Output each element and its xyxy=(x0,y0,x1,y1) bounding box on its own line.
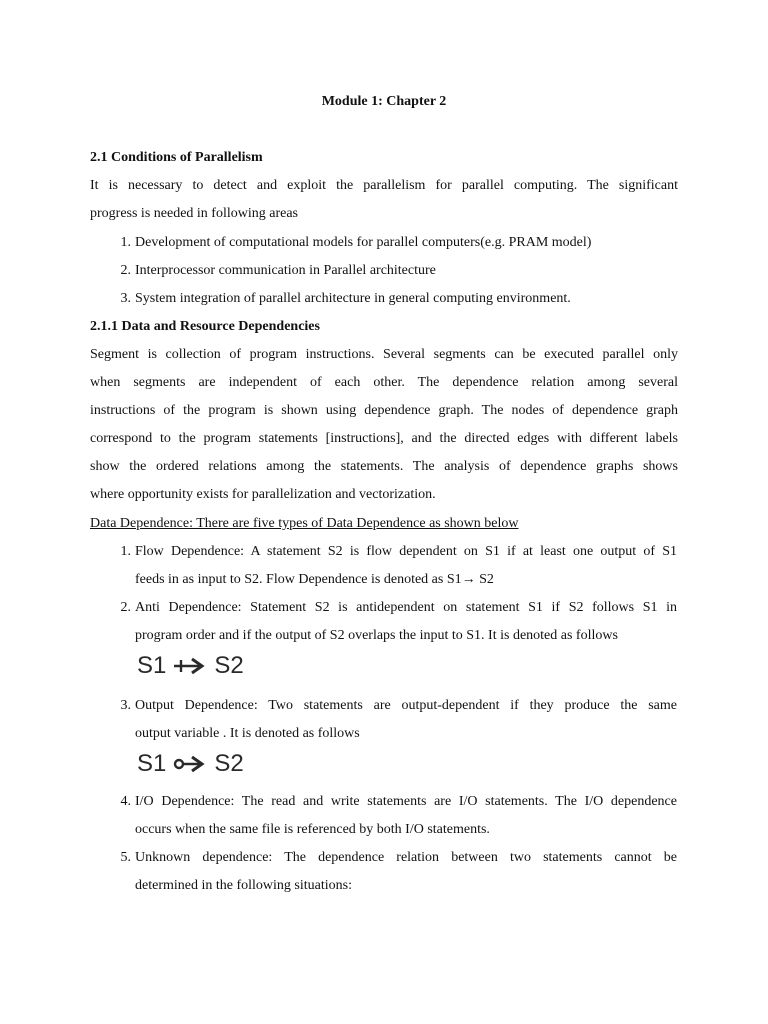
intro-paragraph xyxy=(90,172,678,228)
list-number: 5. xyxy=(120,850,131,865)
item-line: Output Dependence: Two statements are output-dependent if they produce the same xyxy=(135,698,677,713)
list-text: Development of computational models for parallel computers(e.g. PRAM model) xyxy=(135,235,592,250)
dependence-item-output xyxy=(120,692,677,748)
statement-s1: S1 xyxy=(137,652,167,679)
section-heading-2-1: 2.1 Conditions of Parallelism xyxy=(90,150,263,165)
statement-s1: S1 xyxy=(137,750,167,777)
list-item xyxy=(120,257,436,285)
item-line: determined in the following situations: xyxy=(135,878,352,893)
dependence-item-io xyxy=(120,788,677,844)
data-dependence-heading: Data Dependence: There are five types of Data Dependence as shown below xyxy=(90,516,519,531)
list-number: 1. xyxy=(120,235,131,250)
item-line: Flow Dependence: A statement S2 is flow dependent on S1 if at least one output of S1 xyxy=(135,544,677,559)
list-text: Interprocessor communication in Parallel architecture xyxy=(135,263,436,278)
dependence-item-anti xyxy=(120,594,677,650)
anti-dependence-notation xyxy=(137,652,244,680)
statement-s2: S2 xyxy=(214,652,244,679)
list-item xyxy=(120,285,571,313)
item-line: I/O Dependence: The read and write statements are I/O statements. The I/O dependence xyxy=(135,794,677,809)
circle-arrow-icon xyxy=(172,754,208,774)
item-line: program order and if the output of S2 overlaps the input to S1. It is denoted as follows xyxy=(135,628,618,643)
list-number: 4. xyxy=(120,794,131,809)
list-number: 1. xyxy=(120,544,131,559)
section-heading-2-1-1: 2.1.1 Data and Resource Dependencies xyxy=(90,319,320,334)
list-number: 3. xyxy=(120,698,131,713)
list-number: 2. xyxy=(120,263,131,278)
dependence-item-flow xyxy=(120,538,677,594)
paragraph-line: when segments are independent of each other. The dependence relation among several xyxy=(90,375,678,390)
paragraph-line: correspond to the program statements [instructions], and the directed edges with different labels xyxy=(90,431,678,446)
output-dependence-notation xyxy=(137,750,244,778)
list-text: System integration of parallel architecture in general computing environment. xyxy=(135,291,571,306)
intro-line: progress is needed in following areas xyxy=(90,206,298,221)
paragraph-line: where opportunity exists for parallelization and vectorization. xyxy=(90,487,436,502)
item-line: Unknown dependence: The dependence relation between two statements cannot be xyxy=(135,850,677,865)
intro-line: It is necessary to detect and exploit the parallelism for parallel computing. The significant xyxy=(90,178,678,193)
item-line: feeds in as input to S2. Flow Dependence is denoted as S1→ S2 xyxy=(135,572,494,587)
list-item xyxy=(120,229,592,257)
crossed-arrow-icon xyxy=(172,656,208,676)
paragraph-line: Segment is collection of program instructions. Several segments can be executed parallel only xyxy=(90,347,678,362)
item-line: output variable . It is denoted as follows xyxy=(135,726,360,741)
paragraph-line: instructions of the program is shown using dependence graph. The nodes of dependence graph xyxy=(90,403,678,418)
item-line: Anti Dependence: Statement S2 is antidependent on statement S1 if S2 follows S1 in xyxy=(135,600,677,615)
statement-s2: S2 xyxy=(214,750,244,777)
paragraph-line: show the ordered relations among the statements. The analysis of dependence graphs shows xyxy=(90,459,678,474)
item-line: occurs when the same file is referenced by both I/O statements. xyxy=(135,822,490,837)
page-title: Module 1: Chapter 2 xyxy=(321,94,447,109)
list-number: 2. xyxy=(120,600,131,615)
dependence-item-unknown xyxy=(120,844,677,900)
dependency-paragraph xyxy=(90,341,678,509)
list-number: 3. xyxy=(120,291,131,306)
